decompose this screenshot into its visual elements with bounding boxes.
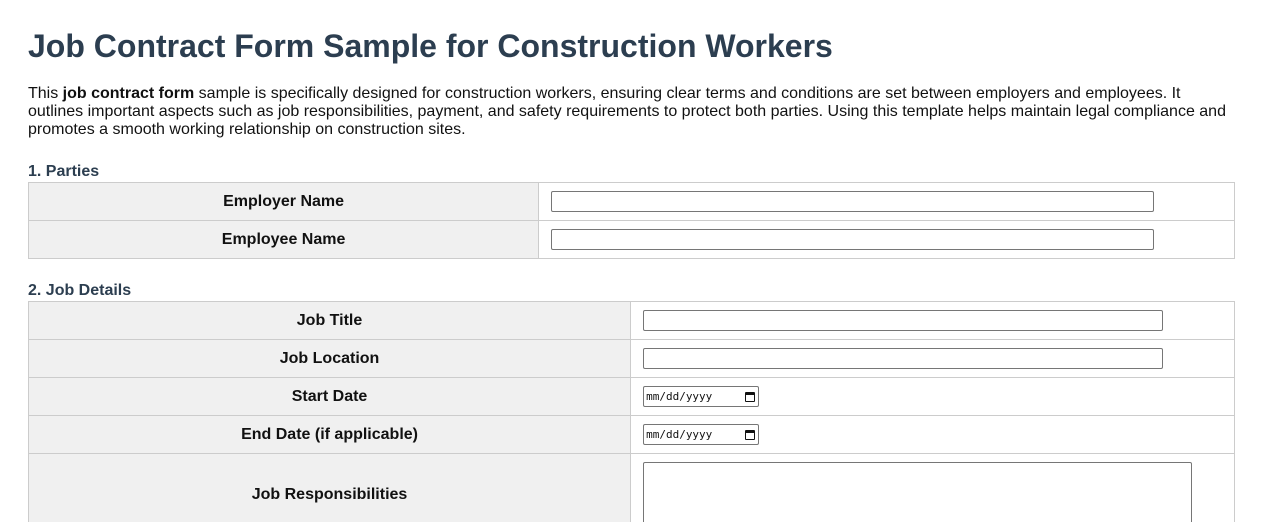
employee-name-cell xyxy=(539,221,1235,259)
parties-table xyxy=(28,182,1235,259)
job-details-table xyxy=(28,301,1235,522)
intro-suffix: sample is specifically designed for construction workers, ensuring clear terms and conditions are set between employers and employees. It outlines important aspects such as job responsibilities, payment, and safety requirements to protect both parties. Using this template helps maintain legal compliance and promotes a smooth working relationship on construction sites. xyxy=(28,85,1226,138)
intro-bold-term: job contract form xyxy=(62,85,195,102)
table-row xyxy=(29,183,1235,221)
start-date-cell xyxy=(631,378,1235,416)
end-date-label: End Date (if applicable) xyxy=(29,416,631,454)
start-date-placeholder: mm/dd/yyyy xyxy=(646,390,713,403)
intro-paragraph xyxy=(28,85,1235,139)
employee-name-input[interactable] xyxy=(551,229,1154,250)
calendar-icon[interactable] xyxy=(745,430,755,440)
employee-name-label: Employee Name xyxy=(29,221,539,259)
job-location-label: Job Location xyxy=(29,340,631,378)
intro-prefix: This xyxy=(28,85,63,102)
start-date-input[interactable] xyxy=(643,386,759,407)
table-row xyxy=(29,454,1235,522)
job-title-input[interactable] xyxy=(643,310,1163,331)
end-date-placeholder: mm/dd/yyyy xyxy=(646,428,713,441)
table-row xyxy=(29,378,1235,416)
job-title-label: Job Title xyxy=(29,302,631,340)
job-responsibilities-textarea[interactable] xyxy=(643,462,1192,522)
job-responsibilities-cell xyxy=(631,454,1235,522)
table-row xyxy=(29,416,1235,454)
end-date-cell xyxy=(631,416,1235,454)
table-row xyxy=(29,302,1235,340)
page-title: Job Contract Form Sample for Construction Workers xyxy=(28,28,833,64)
job-responsibilities-label: Job Responsibilities xyxy=(29,454,631,522)
employer-name-input[interactable] xyxy=(551,191,1154,212)
calendar-icon[interactable] xyxy=(745,392,755,402)
section-title-job-details: 2. Job Details xyxy=(28,282,132,299)
table-row xyxy=(29,340,1235,378)
employer-name-label: Employer Name xyxy=(29,183,539,221)
start-date-label: Start Date xyxy=(29,378,631,416)
job-title-cell xyxy=(631,302,1235,340)
end-date-input[interactable] xyxy=(643,424,759,445)
table-row xyxy=(29,221,1235,259)
employer-name-cell xyxy=(539,183,1235,221)
section-title-parties: 1. Parties xyxy=(28,163,100,180)
job-location-input[interactable] xyxy=(643,348,1163,369)
job-location-cell xyxy=(631,340,1235,378)
